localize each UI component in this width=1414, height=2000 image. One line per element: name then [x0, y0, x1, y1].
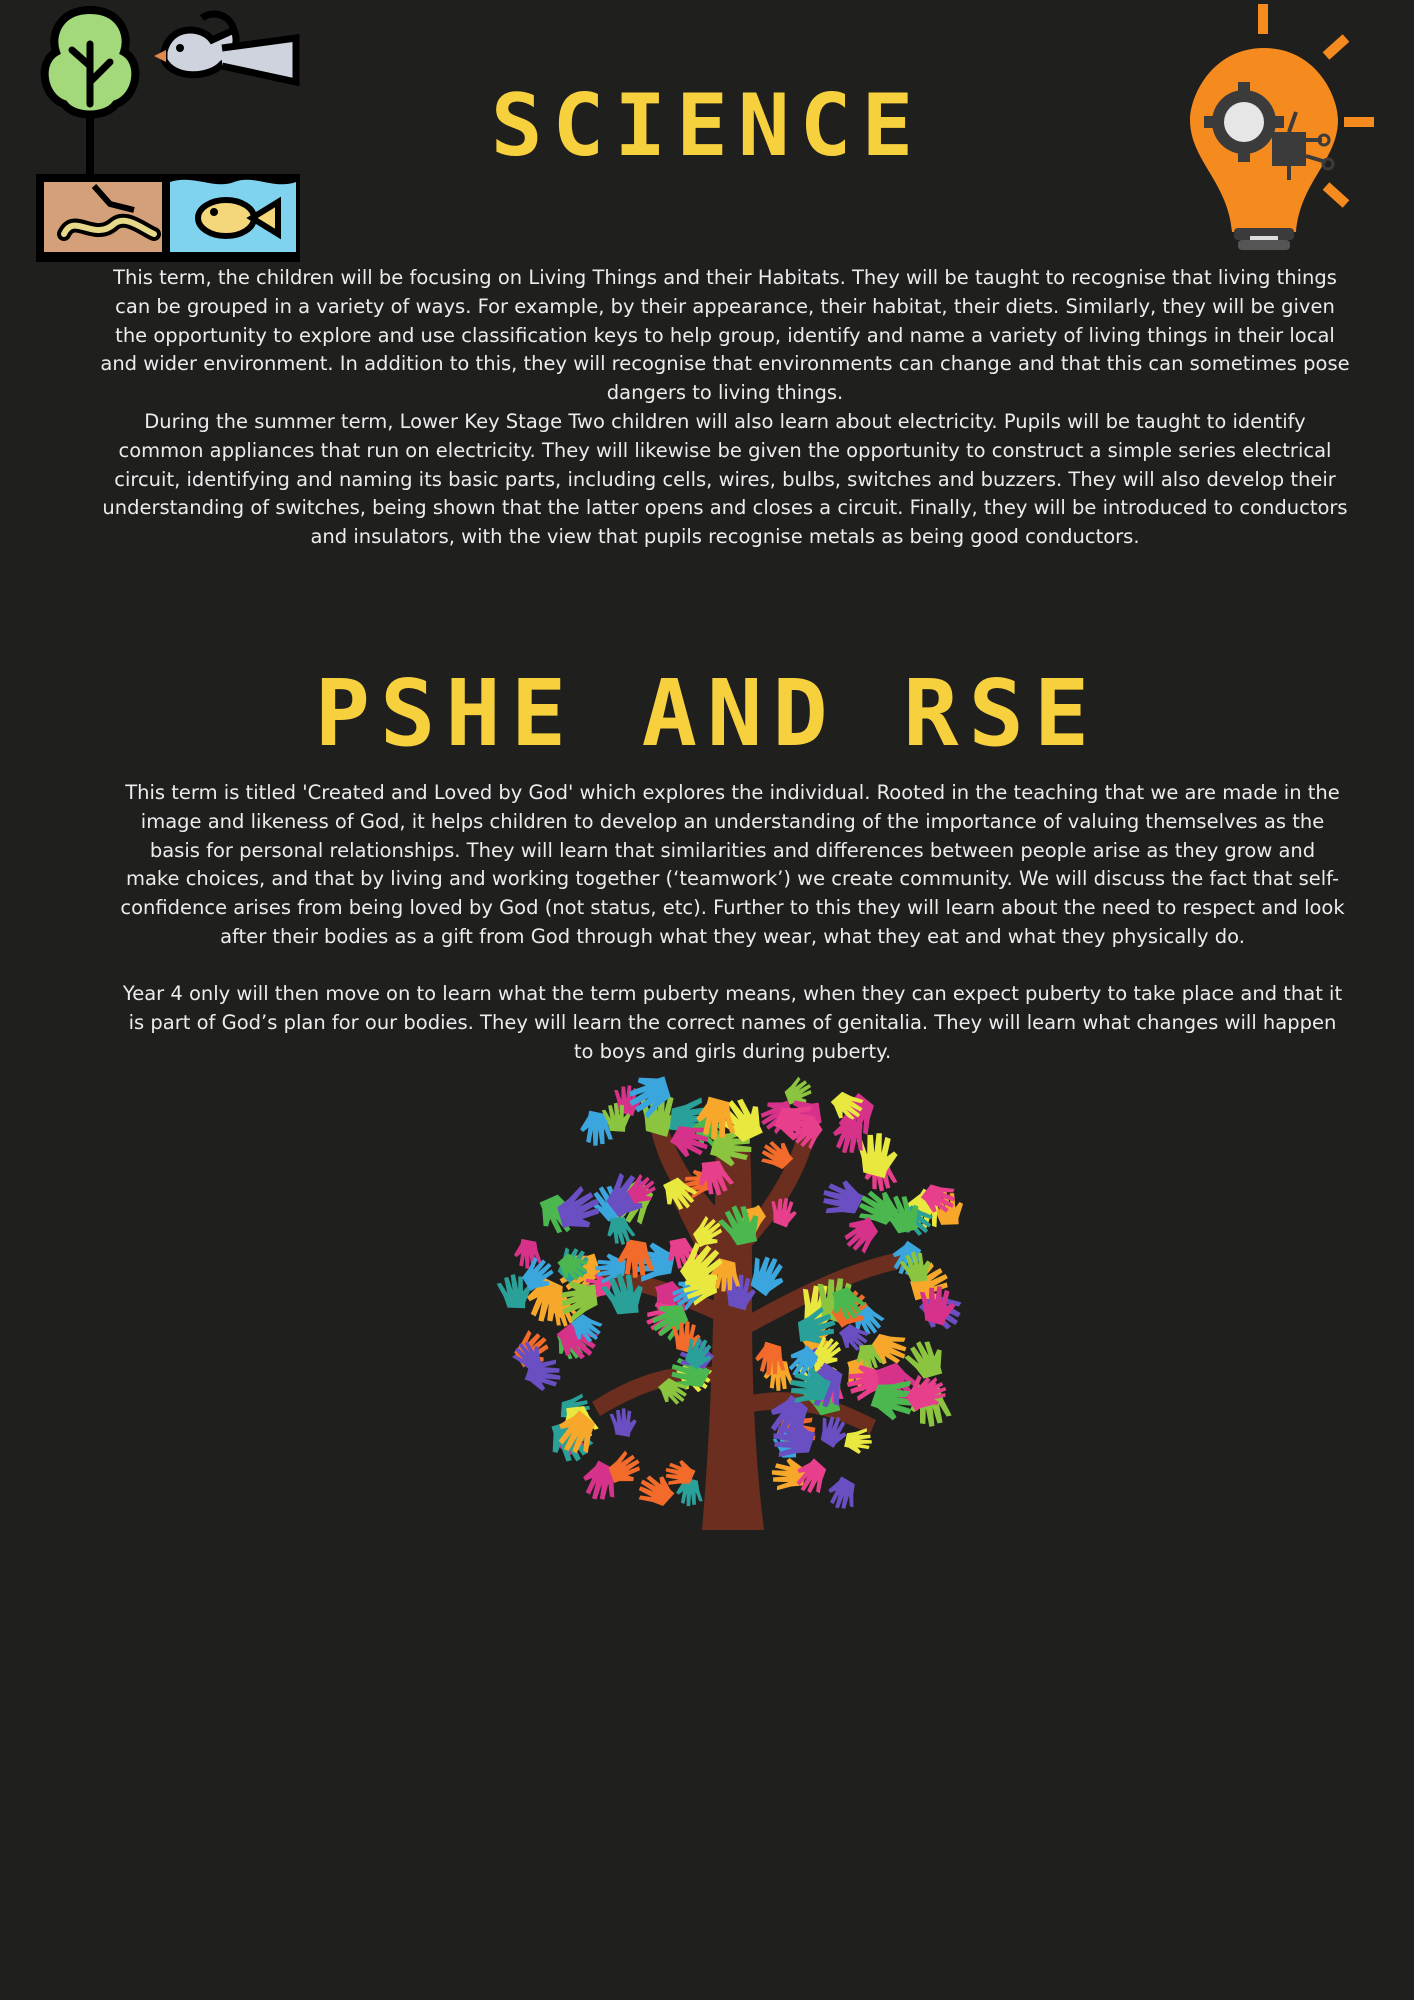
science-heading: SCIENCE	[490, 76, 924, 176]
hand-print	[513, 1238, 542, 1269]
hand-print	[609, 1408, 638, 1439]
science-paragraph-electricity: During the summer term, Lower Key Stage Two children will also learn about electricity. Pupils will be taught to identify common appliances that run on electricity. They will likewise be given the opportunity to construct a simple series electrical circuit, identifying and naming its basic parts, including cells, wires, bulbs, switches and buzzers. They will also develop their understanding of switches, being shown that the latter opens and closes a circuit. Finally, they will be introduced to conductors and insulators, with the view that pupils recognise metals as being good conductors.	[102, 410, 1348, 549]
hand-tree-illustration	[490, 1066, 980, 1542]
pshe-rse-heading: PSHE AND RSE	[314, 660, 1100, 767]
pshe-paragraph-puberty: Year 4 only will then move on to learn what the term puberty means, when they can expect puberty to take place and that it is part of God’s plan for our bodies. They will learn the correct names of genitalia. They will learn what changes will happen to boys and girls during puberty.	[122, 982, 1343, 1063]
science-paragraph-habitats: This term, the children will be focusing on Living Things and their Habitats. They will be taught to recognise that living things can be grouped in a variety of ways. For example, by their appearance, their habitat, their diets. Similarly, they will be given the opportunity to explore and use classification keys to help group, identify and name a variety of living things in their local and wider environment. In addition to this, they will recognise that environments can change and that this can sometimes pose dangers to living things.	[100, 266, 1350, 405]
pshe-paragraph-created-loved: This term is titled 'Created and Loved by God' which explores the individual. Rooted in the teaching that we are made in the image and likeness of God, it helps children to develop an understanding of the importance of valuing themselves as the basis for personal relationships. They will learn that similarities and differences between people arise as they grow and make choices, and that by living and working together (‘teamwork’) we create community. We will discuss the fact that self-confidence arises from being loved by God (not status, etc). Further to this they will learn about the need to respect and look after their bodies as a gift from God through what they wear, what they eat and what they physically do.	[120, 781, 1345, 948]
hand-print	[856, 1133, 898, 1178]
hand-print	[819, 1176, 866, 1221]
hand-print	[824, 1474, 861, 1512]
